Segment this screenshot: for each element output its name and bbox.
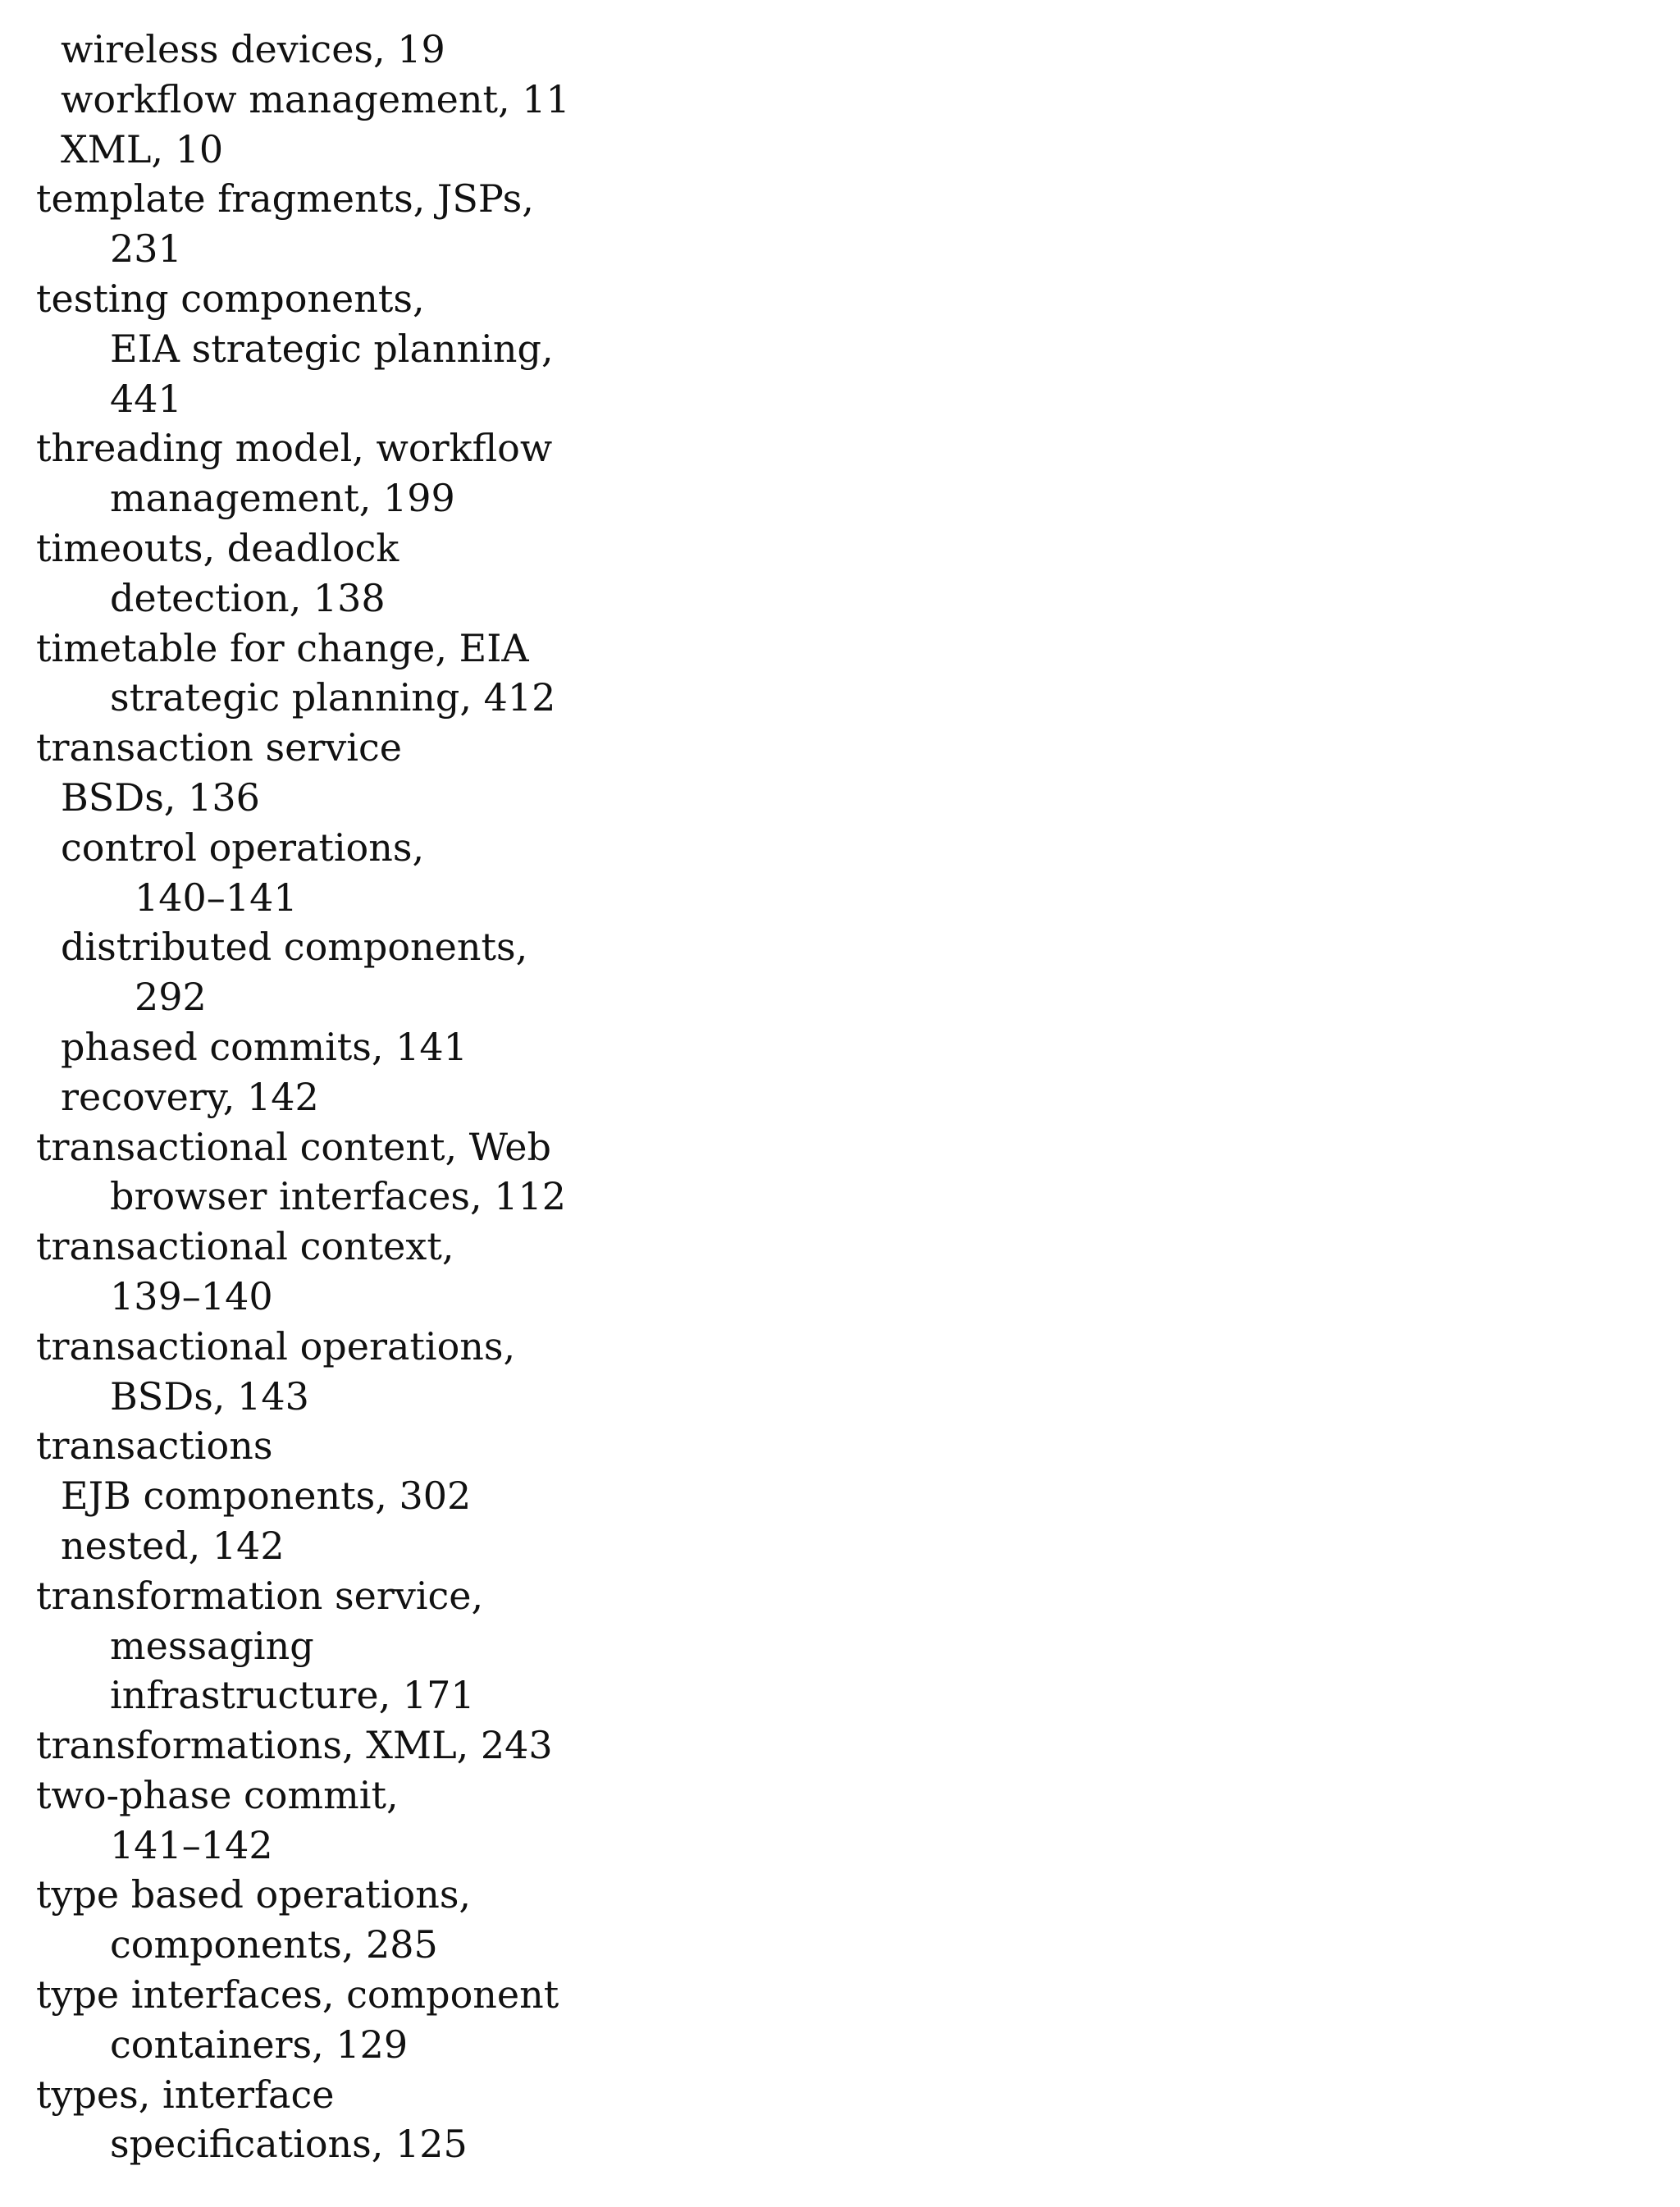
index-subentry: control operations,: [61, 825, 425, 870]
index-entry: threading model, workflow: [36, 426, 553, 471]
index-continuation: containers, 129: [110, 2022, 409, 2067]
index-entry: transaction service: [36, 725, 402, 770]
index-entry: type based operations,: [36, 1872, 472, 1917]
index-subentry: wireless devices, 19: [61, 27, 445, 71]
index-subentry: phased commits, 141: [61, 1024, 468, 1069]
index-continuation: 139–140: [110, 1273, 273, 1318]
index-entry: timetable for change, EIA: [36, 625, 529, 670]
index-continuation: 141–142: [110, 1822, 273, 1867]
index-continuation: specifications, 125: [110, 2122, 468, 2167]
index-continuation: 140–141: [135, 875, 298, 920]
index-continuation: infrastructure, 171: [110, 1673, 475, 1718]
index-entry: transactional content, Web: [36, 1124, 551, 1169]
index-continuation: 441: [110, 376, 182, 421]
index-subentry: EJB components, 302: [61, 1474, 472, 1519]
index-entry: type interfaces, component: [36, 1972, 559, 2017]
index-entry: testing components,: [36, 276, 425, 321]
index-entry: template fragments, JSPs,: [36, 176, 534, 222]
index-continuation: BSDs, 143: [110, 1373, 309, 1419]
index-entry: transactions: [36, 1423, 273, 1469]
index-continuation: detection, 138: [110, 575, 386, 620]
index-continuation: components, 285: [110, 1922, 438, 1967]
index-subentry: distributed components,: [61, 925, 528, 970]
index-continuation: 292: [135, 975, 207, 1020]
index-entry: transactional context,: [36, 1224, 454, 1269]
index-continuation: management, 199: [110, 476, 455, 521]
index-subentry: recovery, 142: [61, 1074, 319, 1119]
index-entry: transformations, XML, 243: [36, 1723, 553, 1768]
index-continuation: 231: [110, 226, 182, 272]
index-subentry: workflow management, 11: [61, 76, 570, 121]
index-entry: transactional operations,: [36, 1323, 516, 1369]
index-column: [36, 25, 938, 2169]
index-subentry: nested, 142: [61, 1523, 285, 1568]
index-continuation: EIA strategic planning,: [110, 326, 554, 371]
index-continuation: strategic planning, 412: [110, 675, 556, 720]
index-entry: timeouts, deadlock: [36, 525, 399, 570]
index-subentry: BSDs, 136: [61, 775, 260, 820]
index-continuation: browser interfaces, 112: [110, 1174, 567, 1219]
index-entry: two-phase commit,: [36, 1772, 399, 1817]
index-subentry: XML, 10: [61, 126, 224, 171]
index-continuation: messaging: [110, 1623, 314, 1668]
index-entry: transformation service,: [36, 1573, 484, 1618]
index-entry: types, interface: [36, 2072, 335, 2117]
